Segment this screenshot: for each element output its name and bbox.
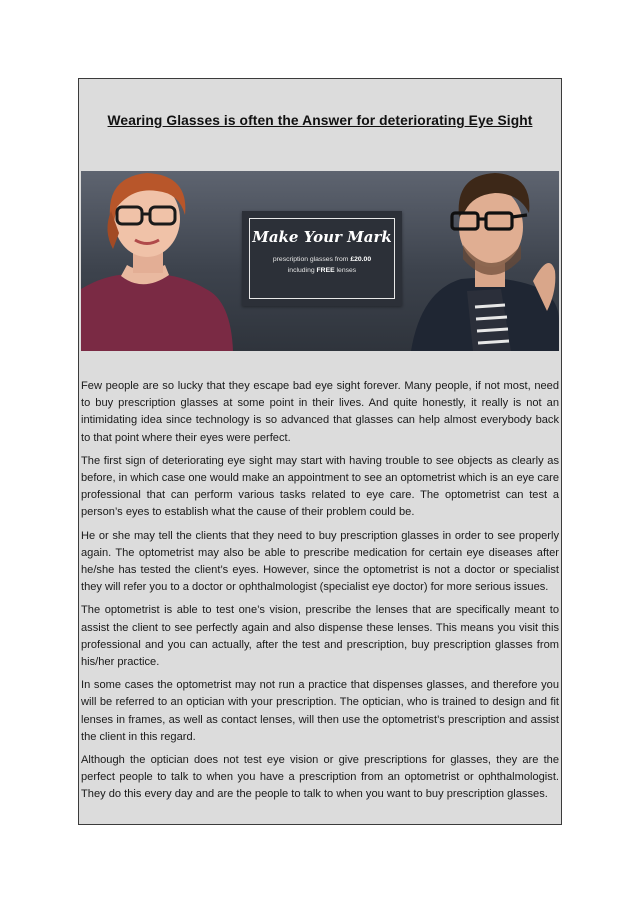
promo-free: FREE bbox=[316, 267, 335, 274]
promo-price: £20.00 bbox=[350, 256, 372, 263]
promo-banner-image bbox=[81, 171, 559, 351]
paragraph: In some cases the optometrist may not run a practice that dispenses glasses, and therefore you will be referred to an optician with your prescription. The optician, who is trained to design and fit lenses in frames, as well as contact lenses, will then use the optometrist’s prescription and assist the client in this regard. bbox=[81, 679, 559, 743]
man-figure bbox=[411, 173, 559, 351]
document-frame bbox=[78, 78, 562, 825]
promo-panel bbox=[242, 211, 402, 306]
promo-lenses-suffix: lenses bbox=[334, 267, 357, 274]
promo-heading: Make Your Mark bbox=[252, 228, 392, 246]
promo-lenses-line bbox=[242, 267, 402, 274]
promo-lenses-prefix: including bbox=[287, 267, 317, 274]
article-body bbox=[81, 378, 559, 810]
paragraph: Few people are so lucky that they escape bad eye sight forever. Many people, if not most, need to buy prescription glasses at some point in their lives. And quite honestly, it really is not an intimidating idea since technology is so advanced that glasses can help almost everybody back to that point where their eyes were perfect. bbox=[81, 380, 559, 444]
paragraph: Although the optician does not test eye vision or give prescriptions for glasses, they are the perfect people to talk to when you have a prescription from an optometrist or ophthalmologist. They do this every day and are the people to talk to when you want to buy prescription glasses. bbox=[81, 754, 559, 801]
paragraph: He or she may tell the clients that they need to buy prescription glasses in order to see properly again. The optometrist may also be able to prescribe medication for certain eye diseases after he/she has tested the client’s eyes. However, since the optometrist is not a doctor or specialist they will refer you to a doctor or ophthalmologist (specialist eye doctor) for more serious issues. bbox=[81, 529, 559, 594]
paragraph: The first sign of deteriorating eye sight may start with having trouble to see objects as clearly as before, in which case one would make an appointment to see an optometrist which is an eye care professional that can perform various tasks related to eye care. The optometrist can test a person’s eyes to establish what the cause of their problem could be. bbox=[81, 454, 559, 519]
document-title: Wearing Glasses is often the Answer for deteriorating Eye Sight bbox=[107, 113, 533, 128]
woman-figure bbox=[81, 173, 233, 351]
promo-price-line bbox=[242, 256, 402, 263]
promo-price-prefix: prescription glasses from bbox=[272, 256, 351, 263]
paragraph: The optometrist is able to test one’s vision, prescribe the lenses that are specifically meant to assist the client to see perfectly again and also dispense these lenses. This means you visit this professional and you can actually, after the test and prescription, buy prescription glasses from his/her practice. bbox=[81, 604, 559, 669]
